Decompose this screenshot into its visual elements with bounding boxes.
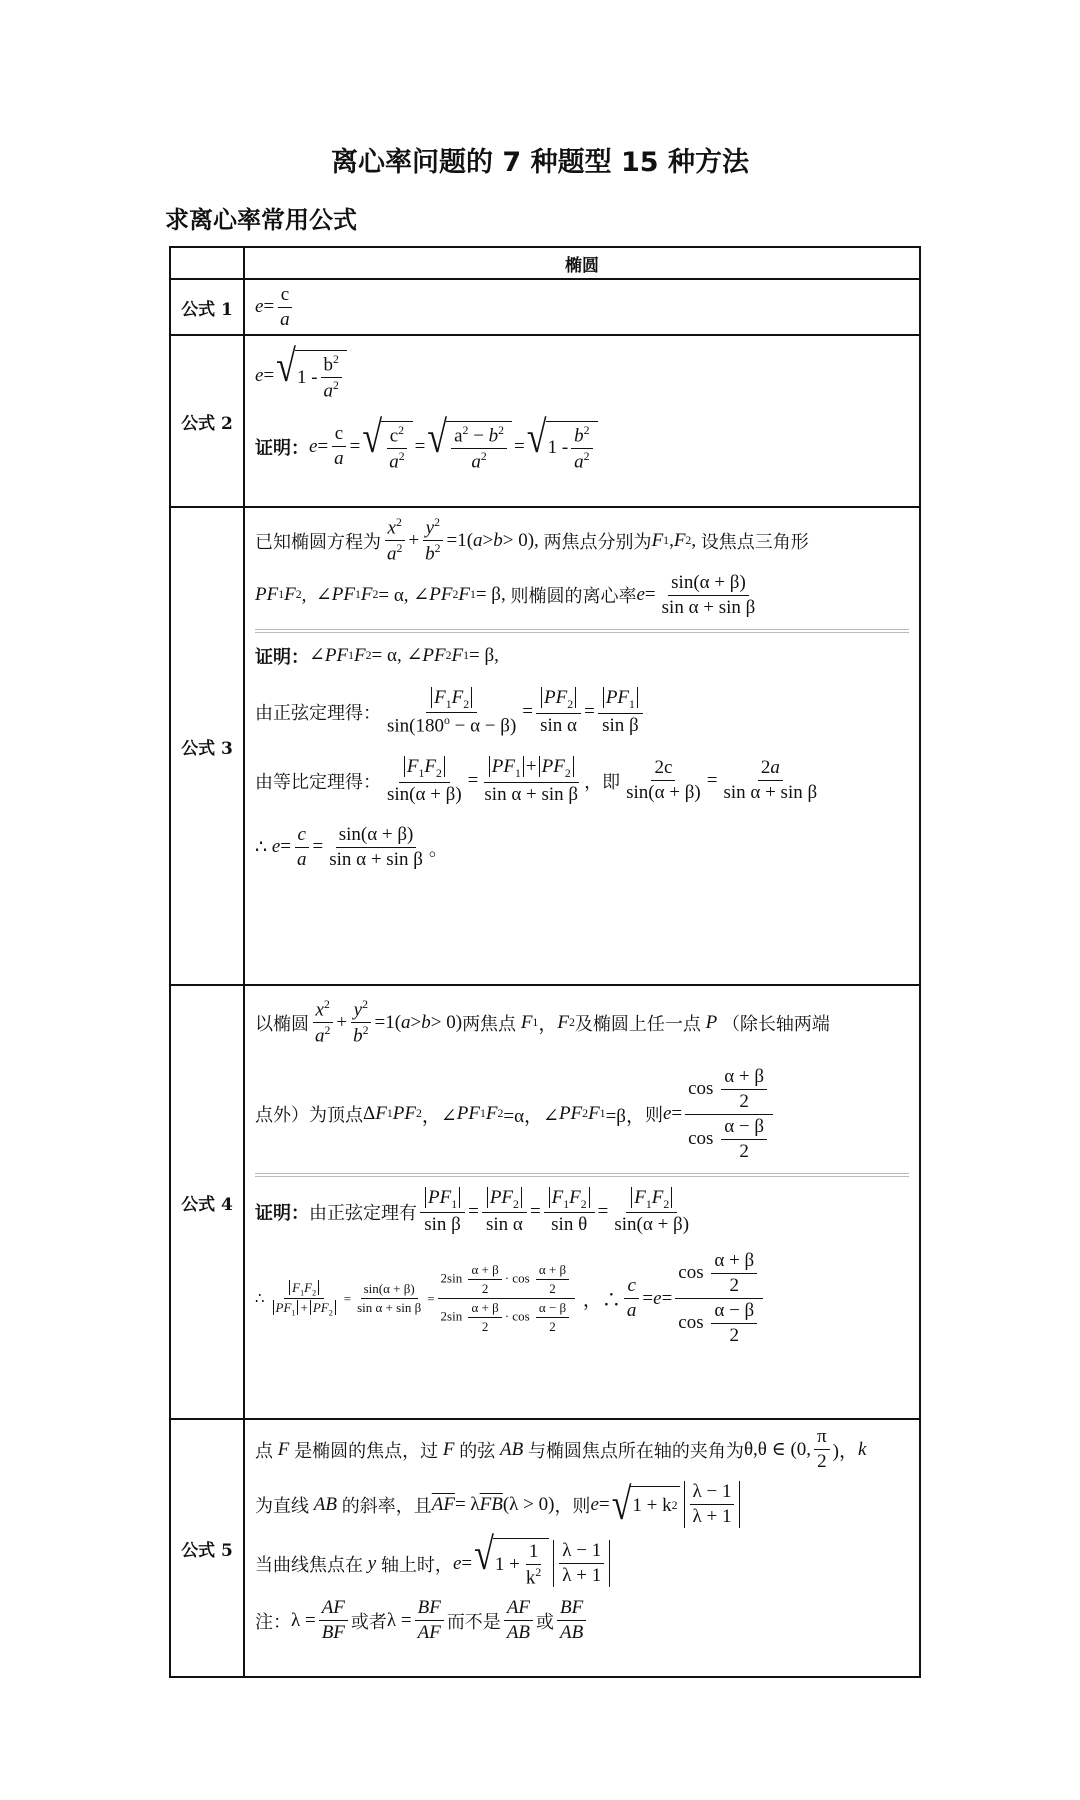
formula-5-statement-1: 点 F 是椭圆的焦点，过 F 的弦 AB 与椭圆焦点所在轴的夹角为 θ,θ ∈ (0, $\frac{\pi}{2}$ )， k [255, 1426, 867, 1472]
formula-1-cell [244, 279, 920, 335]
formula-5-note: 注： λ = $\frac{AF}{BF}$ 或者 λ = $\frac{BF}{AF}$ 而不是 $\frac{AF}{AB}$ 或 $\frac{BF}{AB}$ [255, 1597, 909, 1644]
formula-3-proof-ratio: 由等比定理得： $\frac{F_1F_2}{\sin(\alpha + \beta)}$ = $\frac{PF_1 + PF_2}{\text{sin α + sin β}}$ ，即 $\frac{2c}{\sin(\alpha + \beta)}$ = $\frac{2a}{\text{sin α + sin β}}$ [255, 755, 818, 805]
formula-3-conclusion: ∴ e = $\frac{c}{a}$ = $\frac{\sin(\alpha + \beta)}{\text{sin α + sin β}}$ 。 [255, 823, 448, 870]
formula-2-label: 公式 2 [170, 335, 244, 507]
formula-5-statement-2: 为直线 AB 的斜率，且 $\overline{AF}$ = λ $\overline{FB}$ (λ > 0) ，则 e = √ 1 + k 2 $\frac{\lambda - 1}{\lambda + 1}$ [255, 1481, 909, 1528]
formula-2-cell [244, 335, 920, 507]
formula-5-label: 公式 5 [170, 1419, 244, 1677]
formula-2-proof: 证明： e = $\frac{c}{a}$ = √ $\frac{c^2}{a^2}$ = √ $\frac{a^2 - b^2}{a^2}$ = √ 1 - $\frac{b^2}{a^2}$ [255, 421, 909, 474]
page-title: 离心率问题的 7 种题型 15 种方法 [331, 147, 749, 178]
formula-4-label: 公式 4 [170, 985, 244, 1419]
formula-3-statement-1: 已知椭圆方程为 $\frac{x^2}{a^2}$ + $\frac{y^2}{b^2}$ =1( a > b > 0), 两焦点分别为 F 1 , F 2 , 设焦点三角形 [255, 516, 809, 565]
formula-3-proof-sine: 由正弦定理得： $\frac{F_1F_2}{\sin(180^o - \alpha - \beta)}$ = $\frac{PF_2}{\text{sin α}}$ = $\frac{PF_1}{\text{sin β}}$ [255, 687, 909, 738]
formula-4-proof-sine: 证明： 由正弦定理有 $\frac{PF_1}{\text{sin β}}$ = $\frac{PF_2}{\text{sin α}}$ = $\frac{F_1F_2}{\text{sin θ}}$ = $\frac{F_1F_2}{\sin(\alpha + \beta)}$ [255, 1186, 690, 1236]
formula-5-cell [244, 1419, 920, 1677]
formula-4-divider [255, 1173, 909, 1177]
blank-header [170, 247, 244, 279]
formula-5-statement-3: 当曲线焦点在 y 轴上时， e = √ 1 + $\frac{1}{k^2}$ $\frac{\lambda - 1}{\lambda + 1}$ [255, 1538, 909, 1589]
formula-4-proof-chain: ∴ $\frac{F_1F_2}{PF_1 + PF_2}$ = $\frac{\sin(\alpha + \beta)}{\text{sin α + sin β}}$ = 2sin $\frac{\alpha + \beta}{2}$ · cos $\frac{\alpha + \beta}{2}$ 2sin $\frac{\alpha + \beta}{2}$ · cos $\frac{\alpha - \beta}{2}$ ，∴ $\frac{c}{a}$ = e = cos $\frac{\alpha + \beta}{2}$ cos $\frac{\alpha - \beta}{2}$ [255, 1250, 909, 1347]
section-heading: 求离心率常用公式 [165, 206, 357, 234]
formula-1-label: 公式 1 [170, 279, 244, 335]
formula-4-cell [244, 985, 920, 1419]
formula-3-statement-2: PF 1 F 2 , ∠ PF 1 F 2 = α, ∠ PF 2 F 1 = β, 则椭圆的离心率 e = $\frac{\sin(\alpha + \beta)}{\text{sin α + sin β}}$ [255, 571, 756, 618]
formula-1-expr: e = $\frac{c}{a}$ [255, 284, 909, 331]
formula-3-cell [244, 507, 920, 985]
formula-3-divider [255, 629, 909, 633]
formula-3-label: 公式 3 [170, 507, 244, 985]
formula-3-proof-1: 证明： ∠ PF 1 F 2 = α, ∠ PF 2 F 1 = β, [255, 644, 499, 668]
formula-2-expr: e = √ 1 - $\frac{b^2}{a^2}$ [255, 350, 909, 403]
ellipse-header: 椭圆 [244, 247, 920, 279]
formula-4-statement-2: 点外）为顶点 Δ F 1 PF 2 ，∠ PF 1 F 2 =α，∠ PF 2 F 1 =β， 则 e = cos $\frac{\alpha + \beta}{2}$ cos $\frac{\alpha - \beta}{2}$ [255, 1066, 909, 1163]
formula-table [169, 246, 921, 1678]
formula-4-statement-1: 以椭圆 $\frac{x^2}{a^2}$ + $\frac{y^2}{b^2}$ =1( a > b > 0) 两焦点 F 1 ， F 2 及椭圆上任一点 P （除长轴两端 [255, 998, 830, 1047]
